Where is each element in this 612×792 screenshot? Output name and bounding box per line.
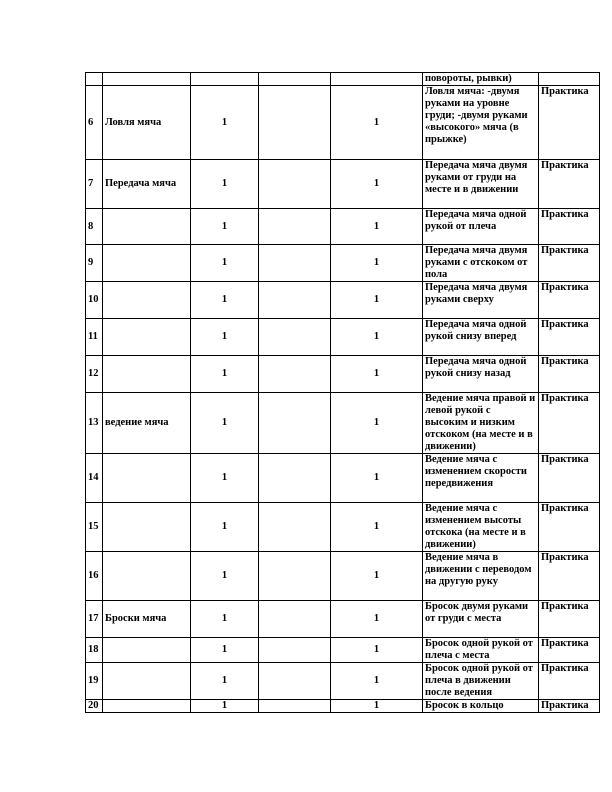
- topic-cell: [103, 503, 191, 552]
- row-number-cell: 7: [86, 160, 103, 209]
- topic-cell: Передача мяча: [103, 160, 191, 209]
- hours-cell: 1: [191, 663, 259, 700]
- content-cell: повороты, рывки): [423, 73, 539, 86]
- content-cell: Передача мяча одной рукой снизу вперед: [423, 319, 539, 356]
- row-number-cell: 11: [86, 319, 103, 356]
- hours-cell: 1: [331, 454, 423, 503]
- topic-cell: ведение мяча: [103, 393, 191, 454]
- topic-cell: Ловля мяча: [103, 86, 191, 160]
- content-cell: Ведение мяча с изменением высоты отскока (на месте и в движении): [423, 503, 539, 552]
- content-cell: Ведение мяча правой и левой рукой с высоким и низким отскоком (на месте и в движении): [423, 393, 539, 454]
- row-number-cell: 18: [86, 638, 103, 663]
- empty-cell: [259, 282, 331, 319]
- hours-cell: 1: [331, 160, 423, 209]
- topic-cell: [103, 638, 191, 663]
- hours-cell: 1: [331, 601, 423, 638]
- form-cell: Практика: [539, 319, 600, 356]
- topic-cell: [103, 700, 191, 713]
- table-row: [86, 282, 600, 319]
- hours-cell: 1: [191, 454, 259, 503]
- hours-cell: 1: [191, 700, 259, 713]
- form-cell: Практика: [539, 356, 600, 393]
- empty-cell: [259, 209, 331, 245]
- table-row: [86, 700, 600, 713]
- hours-cell: 1: [191, 209, 259, 245]
- hours-cell: [191, 73, 259, 86]
- row-number-cell: 17: [86, 601, 103, 638]
- form-cell: Практика: [539, 700, 600, 713]
- row-number-cell: 8: [86, 209, 103, 245]
- content-cell: Бросок одной рукой от плеча в движении после ведения: [423, 663, 539, 700]
- form-cell: [539, 73, 600, 86]
- empty-cell: [259, 663, 331, 700]
- row-number-cell: 14: [86, 454, 103, 503]
- empty-cell: [259, 601, 331, 638]
- table-row: [86, 319, 600, 356]
- table-row: [86, 454, 600, 503]
- empty-cell: [259, 73, 331, 86]
- row-number-cell: 10: [86, 282, 103, 319]
- hours-cell: 1: [191, 319, 259, 356]
- table-row: [86, 601, 600, 638]
- form-cell: Практика: [539, 601, 600, 638]
- form-cell: Практика: [539, 209, 600, 245]
- topic-cell: [103, 454, 191, 503]
- hours-cell: 1: [191, 86, 259, 160]
- content-cell: Передача мяча двумя руками от груди на месте и в движении: [423, 160, 539, 209]
- hours-cell: 1: [191, 282, 259, 319]
- content-cell: Ловля мяча: -двумя руками на уровне груди; -двумя руками «высокого» мяча (в прыжке): [423, 86, 539, 160]
- content-cell: Передача мяча одной рукой от плеча: [423, 209, 539, 245]
- hours-cell: 1: [191, 160, 259, 209]
- topic-cell: [103, 73, 191, 86]
- hours-cell: 1: [331, 503, 423, 552]
- hours-cell: 1: [331, 552, 423, 601]
- table-row: [86, 663, 600, 700]
- row-number-cell: 19: [86, 663, 103, 700]
- hours-cell: [331, 73, 423, 86]
- form-cell: Практика: [539, 503, 600, 552]
- hours-cell: 1: [191, 552, 259, 601]
- topic-cell: [103, 245, 191, 282]
- table-row: [86, 552, 600, 601]
- hours-cell: 1: [191, 638, 259, 663]
- row-number-cell: 12: [86, 356, 103, 393]
- topic-cell: [103, 282, 191, 319]
- row-number-cell: [86, 73, 103, 86]
- row-number-cell: 20: [86, 700, 103, 713]
- form-cell: Практика: [539, 282, 600, 319]
- hours-cell: 1: [191, 393, 259, 454]
- hours-cell: 1: [191, 245, 259, 282]
- topic-cell: Броски мяча: [103, 601, 191, 638]
- topic-cell: [103, 319, 191, 356]
- empty-cell: [259, 356, 331, 393]
- content-cell: Бросок двумя руками от груди с места: [423, 601, 539, 638]
- content-cell: Передача мяча двумя руками с отскоком от пола: [423, 245, 539, 282]
- table-row: [86, 393, 600, 454]
- content-cell: Ведение мяча в движении с переводом на другую руку: [423, 552, 539, 601]
- table-row: [86, 245, 600, 282]
- topic-cell: [103, 209, 191, 245]
- form-cell: Практика: [539, 86, 600, 160]
- lesson-plan-table: [85, 72, 600, 713]
- form-cell: Практика: [539, 454, 600, 503]
- empty-cell: [259, 700, 331, 713]
- empty-cell: [259, 638, 331, 663]
- content-cell: Ведение мяча с изменением скорости передвижения: [423, 454, 539, 503]
- hours-cell: 1: [331, 245, 423, 282]
- table-row: [86, 86, 600, 160]
- hours-cell: 1: [191, 356, 259, 393]
- empty-cell: [259, 503, 331, 552]
- row-number-cell: 6: [86, 86, 103, 160]
- hours-cell: 1: [331, 209, 423, 245]
- row-number-cell: 15: [86, 503, 103, 552]
- form-cell: Практика: [539, 552, 600, 601]
- hours-cell: 1: [331, 86, 423, 160]
- table-row: [86, 160, 600, 209]
- form-cell: Практика: [539, 638, 600, 663]
- content-cell: Бросок в кольцо: [423, 700, 539, 713]
- empty-cell: [259, 245, 331, 282]
- topic-cell: [103, 356, 191, 393]
- table-row: [86, 503, 600, 552]
- row-number-cell: 13: [86, 393, 103, 454]
- empty-cell: [259, 319, 331, 356]
- table-row: [86, 209, 600, 245]
- form-cell: Практика: [539, 160, 600, 209]
- empty-cell: [259, 160, 331, 209]
- form-cell: Практика: [539, 245, 600, 282]
- content-cell: Передача мяча одной рукой снизу назад: [423, 356, 539, 393]
- empty-cell: [259, 454, 331, 503]
- form-cell: Практика: [539, 393, 600, 454]
- row-number-cell: 9: [86, 245, 103, 282]
- topic-cell: [103, 552, 191, 601]
- empty-cell: [259, 552, 331, 601]
- form-cell: Практика: [539, 663, 600, 700]
- empty-cell: [259, 86, 331, 160]
- content-cell: Передача мяча двумя руками сверху: [423, 282, 539, 319]
- table-row: [86, 638, 600, 663]
- hours-cell: 1: [331, 356, 423, 393]
- hours-cell: 1: [331, 663, 423, 700]
- hours-cell: 1: [331, 700, 423, 713]
- hours-cell: 1: [191, 503, 259, 552]
- empty-cell: [259, 393, 331, 454]
- hours-cell: 1: [331, 282, 423, 319]
- hours-cell: 1: [191, 601, 259, 638]
- hours-cell: 1: [331, 393, 423, 454]
- table-row: [86, 356, 600, 393]
- continuation-row: [86, 73, 600, 86]
- hours-cell: 1: [331, 319, 423, 356]
- lesson-plan-body: [86, 73, 600, 713]
- hours-cell: 1: [331, 638, 423, 663]
- row-number-cell: 16: [86, 552, 103, 601]
- topic-cell: [103, 663, 191, 700]
- content-cell: Бросок одной рукой от плеча с места: [423, 638, 539, 663]
